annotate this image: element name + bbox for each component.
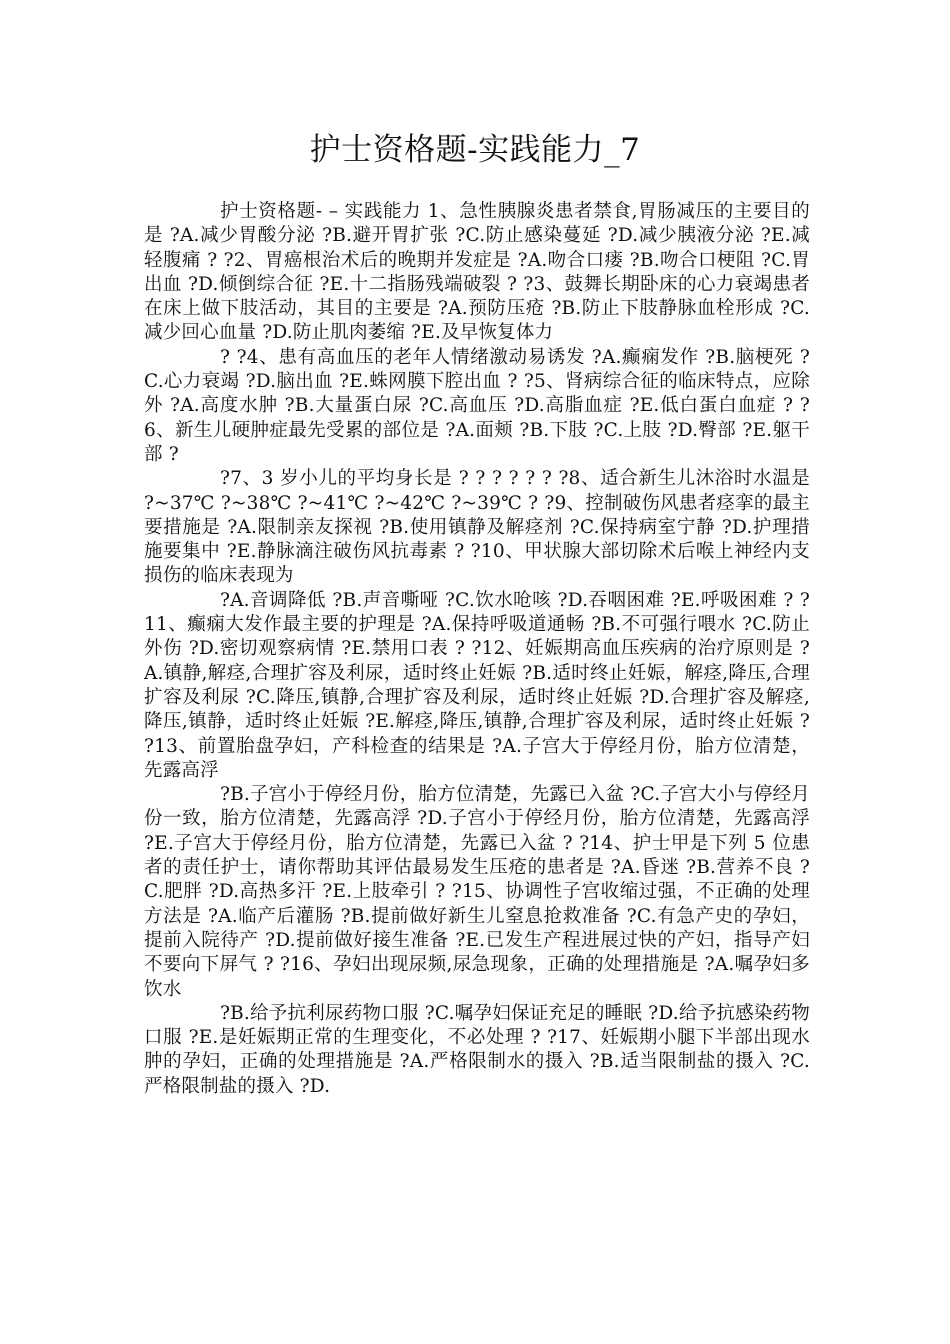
paragraph: ?7、3 岁小儿的平均身长是 ? ? ? ? ? ? ?8、适合新生儿沐浴时水温是 ?~37℃ ?~38℃ ?~41℃ ?~42℃ ?~39℃ ? ?9、控制破伤风患者痉挛的最主要措施是 ?A.限制亲友探视 ?B.使用镇静及解痉剂 ?C.保持病室宁静 ?D.护理措施要集中 ?E.静脉滴注破伤风抗毒素 ? ?10、甲状腺大部切除术后喉上神经内支损伤的临床表现为 bbox=[144, 468, 810, 587]
paragraph: 护士资格题- – 实践能力 1、急性胰腺炎患者禁食,胃肠减压的主要目的是 ?A.减少胃酸分泌 ?B.避开胃扩张 ?C.防止感染蔓延 ?D.减少胰液分泌 ?E.减轻腹痛 ? ?2、胃癌根治术后的晚期并发症是 ?A.吻合口瘘 ?B.吻合口梗阻 ?C.胃出血 ?D.倾倒综合征 ?E.十二指肠残端破裂 ? ?3、鼓舞长期卧床的心力衰竭患者在床上做下肢活动，其目的主要是 ?A.预防压疮 ?B.防止下肢静脉血栓形成 ?C.减少回心血量 ?D.防止肌肉萎缩 ?E.及早恢复体力 bbox=[144, 201, 810, 344]
paragraph: ?A.音调降低 ?B.声音嘶哑 ?C.饮水呛咳 ?D.吞咽困难 ?E.呼吸困难 ? ?11、癫痫大发作最主要的护理是 ?A.保持呼吸道通畅 ?B.不可强行喂水 ?C.防止外伤 ?D.密切观察病情 ?E.禁用口表 ? ?12、妊娠期高血压疾病的治疗原则是 ?A.镇静,解痉,合理扩容及利尿，适时终止妊娠 ?B.适时终止妊娠，解痉,降压,合理扩容及利尿 ?C.降压,镇静,合理扩容及利尿，适时终止妊娠 ?D.合理扩容及解痉,降压,镇静，适时终止妊娠 ?E.解痉,降压,镇静,合理扩容及利尿，适时终止妊娠 ? ?13、前置胎盘孕妇，产科检查的结果是 ?A.子宫大于停经月份，胎方位清楚，先露高浮 bbox=[144, 589, 810, 781]
paragraph: ? ?4、患有高血压的老年人情绪激动易诱发 ?A.癫痫发作 ?B.脑梗死 ?C.心力衰竭 ?D.脑出血 ?E.蛛网膜下腔出血 ? ?5、肾病综合征的临床特点，应除外 ?A.高度水肿 ?B.大量蛋白尿 ?C.高血压 ?D.高脂血症 ?E.低白蛋白血症 ? ?6、新生儿硬肿症最先受累的部位是 ?A.面颊 ?B.下肢 ?C.上肢 ?D.臀部 ?E.躯干部 ? bbox=[144, 346, 810, 465]
document-title: 护士资格题-实践能力_7 bbox=[309, 132, 641, 168]
paragraph: ?B.给予抗利尿药物口服 ?C.嘱孕妇保证充足的睡眠 ?D.给予抗感染药物口服 ?E.是妊娠期正常的生理变化，不必处理 ? ?17、妊娠期小腿下半部出现水肿的孕妇，正确的处理措施是 ?A.严格限制水的摄入 ?B.适当限制盐的摄入 ?C.严格限制盐的摄入 ?D. bbox=[144, 1002, 810, 1097]
document-body bbox=[144, 200, 810, 1099]
paragraph: ?B.子宫小于停经月份，胎方位清楚，先露已入盆 ?C.子宫大小与停经月份一致，胎方位清楚，先露高浮 ?D.子宫小于停经月份，胎方位清楚，先露高浮 ?E.子宫大于停经月份，胎方位清楚，先露已入盆 ? ?14、护士甲是下列 5 位患者的责任护士，请你帮助其评估最易发生压疮的患者是 ?A.昏迷 ?B.营养不良 ?C.肥胖 ?D.高热多汗 ?E.上肢牵引 ? ?15、协调性子宫收缩过强，不正确的处理方法是 ?A.临产后灌肠 ?B.提前做好新生儿窒息抢救准备 ?C.有急产史的孕妇，提前入院待产 ?D.提前做好接生准备 ?E.已发生产程进展过快的产妇，指导产妇不要向下屏气 ? ?16、孕妇出现尿频,尿急现象，正确的处理措施是 ?A.嘱孕妇多饮水 bbox=[144, 784, 810, 1000]
